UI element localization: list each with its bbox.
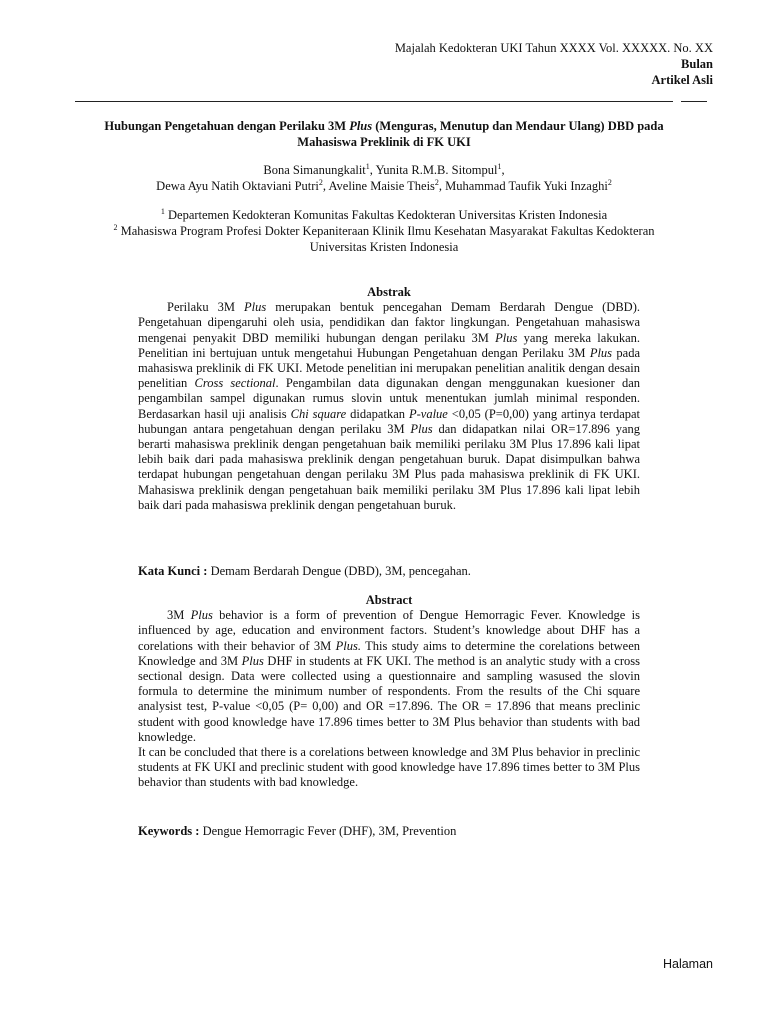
abstract-section — [138, 593, 640, 791]
author-name: Dewa Ayu Natih Oktaviani Putri — [156, 179, 319, 193]
page-footer: Halaman — [662, 957, 713, 971]
affiliations — [60, 207, 708, 255]
paper-title: Hubungan Pengetahuan dengan Perilaku 3M Plus (Menguras, Menutup dan Mendaur Ulang) DBD pada Mahasiswa Preklinik di FK UKI — [104, 119, 664, 149]
author-list: Bona Simanungkalit$^1$, Yunita R.M.B. Sitompul$^1$, Dewa Ayu Natih Oktaviani Putri$^2$, Aveline Maisie Theis$^2$, Muhammad Taufik Yuki Inzaghi$^2$ — [156, 161, 612, 193]
abstract-body: 3M Plus behavior is a form of prevention of Dengue Hemorragic Fever. Knowledge is influenced by age, education and environment factors. Student’s knowledge about DHF has a corelations with their behavior of 3M Plus. This study aims to determine the corelations between Knowledge and 3M Plus DHF in students at FK UKI. The method is an analytic study with a cross sectional design. Data were collected using a questionnaire and sampling wasused the slovin formula to determine the minimum number of respondents. From the results of the Chi square analysist test, P-value <0,05 (P= 0,00) and OR =17.896. The OR = 17.896 that means preclinic student with good knowledge have 17.896 times better to 3M Plus behavior than students with bad knowledge. — [138, 608, 640, 744]
abstrak-section — [138, 285, 640, 513]
author-name: Yunita R.M.B. Sitompul — [375, 163, 498, 177]
abstrak-heading: Abstrak — [367, 285, 411, 299]
header-rule — [75, 101, 707, 102]
abstract-heading: Abstract — [365, 593, 413, 607]
journal-header — [395, 40, 713, 88]
journal-month: Bulan — [681, 57, 713, 71]
affiliation-2-cont: Universitas Kristen Indonesia — [309, 240, 459, 254]
author-name: Bona Simanungkalit — [263, 163, 366, 177]
kata-kunci: Kata Kunci : Demam Berdarah Dengue (DBD), 3M, pencegahan. — [138, 564, 471, 578]
abstract-conclusion: It can be concluded that there is a corelations between knowledge and 3M Plus behavior in preclinic students at FK UKI and preclinic student with good knowledge have 17.896 times better to 3M Plus behavior than students with bad knowledge. — [138, 745, 640, 790]
author-name: Muhammad Taufik Yuki Inzaghi — [445, 179, 608, 193]
affiliation-2: $^2$ Mahasiswa Program Profesi Dokter Kepaniteraan Klinik Ilmu Kesehatan Masyarakat Fakultas Kedokteran — [113, 222, 655, 238]
journal-name: Majalah Kedokteran UKI Tahun XXXX Vol. XXXXX. No. XX — [394, 41, 713, 55]
affiliation-1: $^1$ Departemen Kedokteran Komunitas Fakultas Kedokteran Universitas Kristen Indonesia — [160, 206, 608, 222]
abstrak-body: Perilaku 3M Plus merupakan bentuk pencegahan Demam Berdarah Dengue (DBD). Pengetahuan dipengaruhi oleh usia, pendidikan dan faktor lingkungan. Pengetahuan mahasiswa mengenai penyakit DBD memiliki hubungan dengan perilaku 3M Plus yang mereka lakukan. Penelitian ini bertujuan untuk mengetahui Hubungan Pengetahuan dengan Perilaku 3M Plus pada mahasiswa preklinik di FK UKI. Metode penelitian ini merupakan penelitian analitik dengan desain penelitian Cross sectional. Pengambilan data digunakan dengan menggunakan kuesioner dan pengambilan sampel digunakan rumus slovin untuk menentukan jumlah minimal responden. Berdasarkan hasil uji analisis Chi square didapatkan P-value <0,05 (P=0,00) yang artinya terdapat hubungan antara pengetahuan dengan perilaku 3M Plus dan didapatkan nilai OR=17.896 yang berarti mahasiswa preklinik dengan pengetahuan baik memiliki perilaku 3M Plus 17.896 kali lipat lebih baik dari pada mahasiswa preklinik dengan pengetahuan buruk. Dapat disimpulkan bahwa terdapat hubungan pengetahuan dengan perilaku 3M Plus pada mahasiswa preklinik di FK UKI. Mahasiswa preklinik dengan pengetahuan baik memiliki perilaku 3M Plus 17.896 kali lipat lebih baik dari pada mahasiswa preklinik dengan pengetahuan buruk. — [138, 300, 641, 512]
keywords: Keywords : Dengue Hemorragic Fever (DHF), 3M, Prevention — [138, 824, 457, 838]
article-type: Artikel Asli — [651, 73, 713, 87]
author-name: Aveline Maisie Theis — [328, 179, 435, 193]
